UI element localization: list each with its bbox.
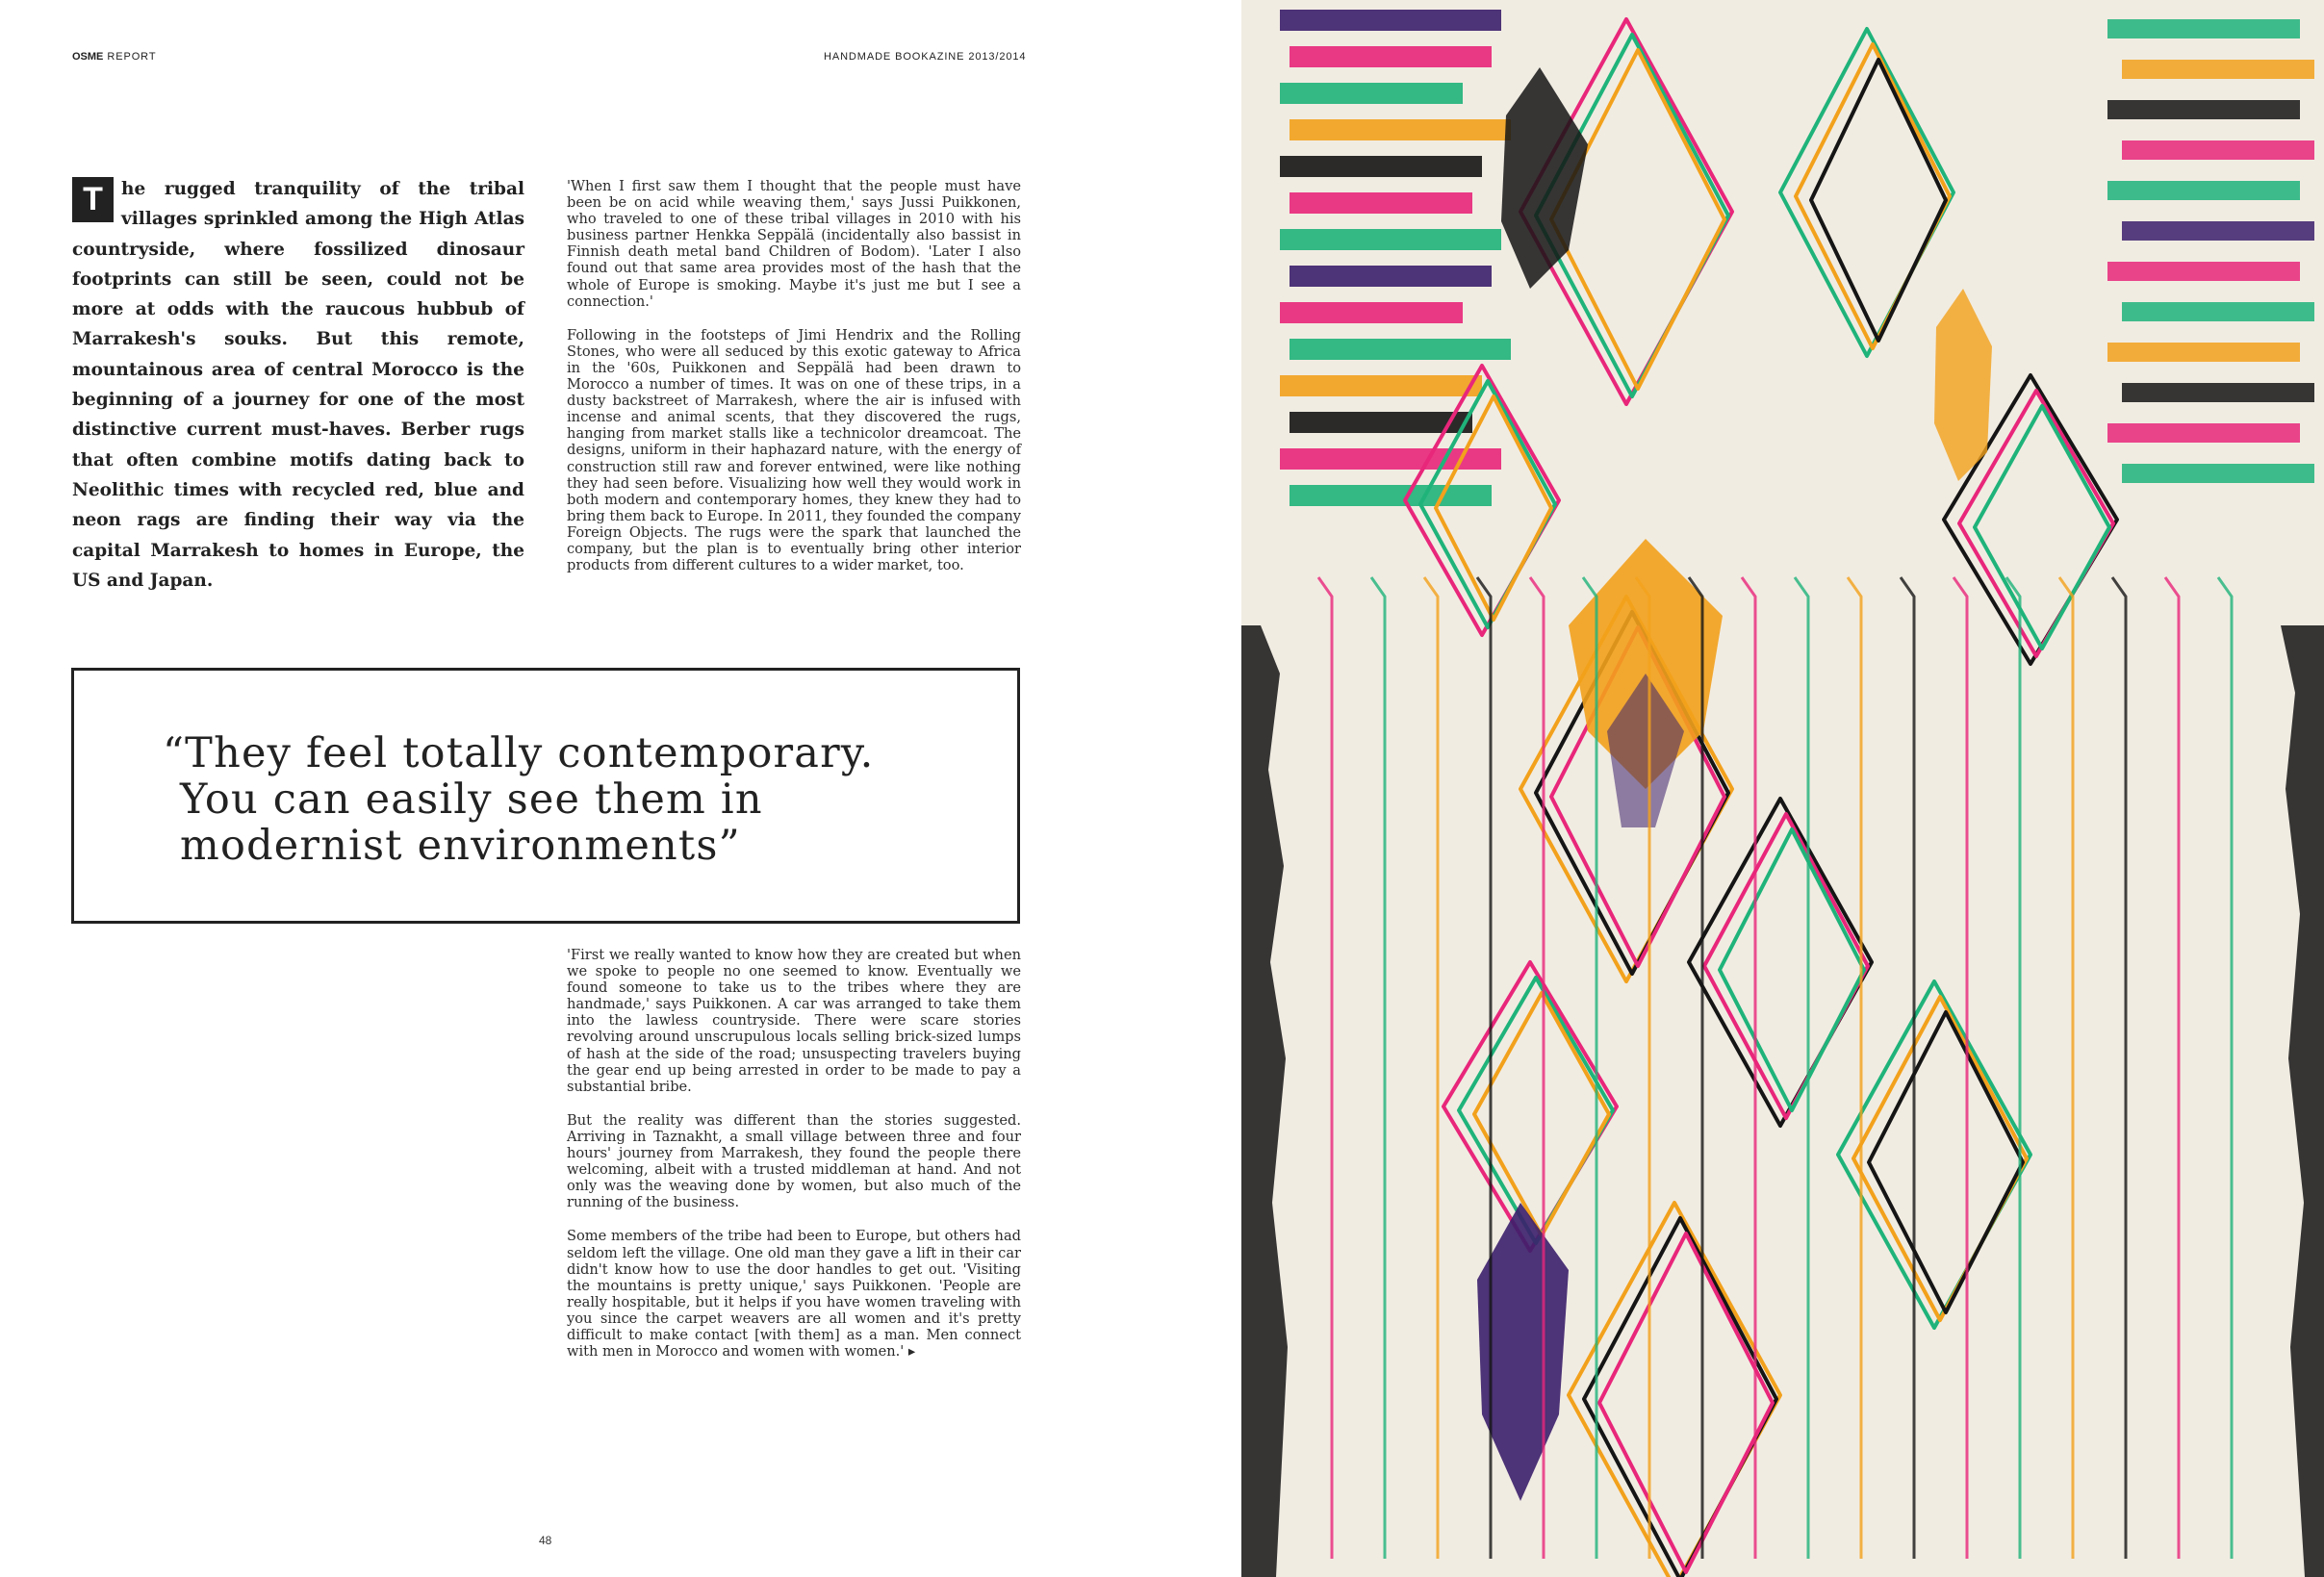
section-label: REPORT: [107, 51, 157, 63]
pull-quote-line: You can easily see them in: [180, 776, 763, 824]
magazine-logo: OSME: [72, 51, 104, 63]
lede-text: he rugged tranquility of the tribal villages sprinkled among the High Atlas countryside, where fossilized dinosaur footprints can still be seen, could not be more at odds with the raucous hubbub of Marrakesh's souks. But this remote, mountainous area of central Morocco is the beginning of a journey for one of the most distinctive current must-haves. Berber rugs that often combine motifs dating back to Neolithic times with recycled red, blue and neon rags are finding their way via the capital Marrakesh to homes in Europe, the US and Japan.: [72, 179, 524, 591]
body-column-top: [567, 178, 1021, 591]
pull-quote-box: [71, 668, 1020, 924]
berber-rug-image: [1241, 0, 2324, 1577]
body-paragraph: Following in the footsteps of Jimi Hendrix and the Rolling Stones, who were all seduced by this exotic gateway to Africa in the '60s, Puikkonen and Seppälä had been drawn to Morocco a number of times. It was on one of these trips, in a dusty backstreet of Marrakesh, where the air is infused with incense and animal scents, that they discovered the rugs, hanging from market stalls like a technicolor dreamcoat. The designs, uniform in their haphazard nature, with the energy of construction still raw and forever entwined, were like nothing they had seen before. Visualizing how well they would work in both modern and contemporary homes, they knew they had to bring them back to Europe. In 2011, they founded the company Foreign Objects. The rugs were the spark that launched the company, but the plan is to eventually bring other interior products from different cultures to a wider market, too.: [567, 326, 1021, 574]
pull-quote: [163, 730, 952, 869]
rug-photo: [1241, 0, 2324, 1577]
body-column-bottom: [567, 947, 1021, 1377]
lede-paragraph: [72, 174, 524, 596]
running-head-left: [72, 51, 156, 63]
pull-quote-line: modernist environments”: [180, 822, 741, 870]
pull-quote-line: “They feel totally contemporary.: [163, 729, 875, 777]
running-head-right: HANDMADE BOOKAZINE 2013/2014: [824, 51, 1027, 63]
body-paragraph: But the reality was different than the stories suggested. Arriving in Taznakht, a small village between three and four hours' journey from Marrakesh, they found the people there welcoming, albeit with a trusted middleman at hand. And not only was the weaving done by women, but also much of the running of the business.: [567, 1111, 1021, 1211]
drop-cap: T: [72, 177, 114, 222]
body-paragraph: Some members of the tribe had been to Europe, but others had seldom left the village. One old man they gave a lift in their car didn't know how to use the door handles to get out. 'Visiting the mountains is pretty unique,' says Puikkonen. 'People are really hospitable, but it helps if you have women traveling with you since the carpet weavers are all women and it's pretty difficult to make contact [with them] as a man. Men connect with men in Morocco and women with women.' ▸: [567, 1228, 1021, 1361]
page-number: 48: [539, 1534, 552, 1547]
body-paragraph: 'When I first saw them I thought that the people must have been be on acid while weaving them,' says Jussi Puikkonen, who traveled to one of these tribal villages in 2010 with his business partner Henkka Seppälä (incidentally also bassist in Finnish death metal band Children of Bodom). 'Later I also found out that same area provides most of the hash that the whole of Europe is smoking. Maybe it's just me but I see a connection.': [567, 178, 1021, 310]
body-paragraph: 'First we really wanted to know how they are created but when we spoke to people no one seemed to know. Eventually we found someone to take us to the tribes where they are handmade,' says Puikkonen. A car was arranged to take them into the lawless countryside. There were scare stories revolving around unscrupulous locals selling brick-sized lumps of hash at the side of the road; unsuspecting travelers buying the gear end up being arrested in order to be made to pay a substantial bribe.: [567, 947, 1021, 1095]
